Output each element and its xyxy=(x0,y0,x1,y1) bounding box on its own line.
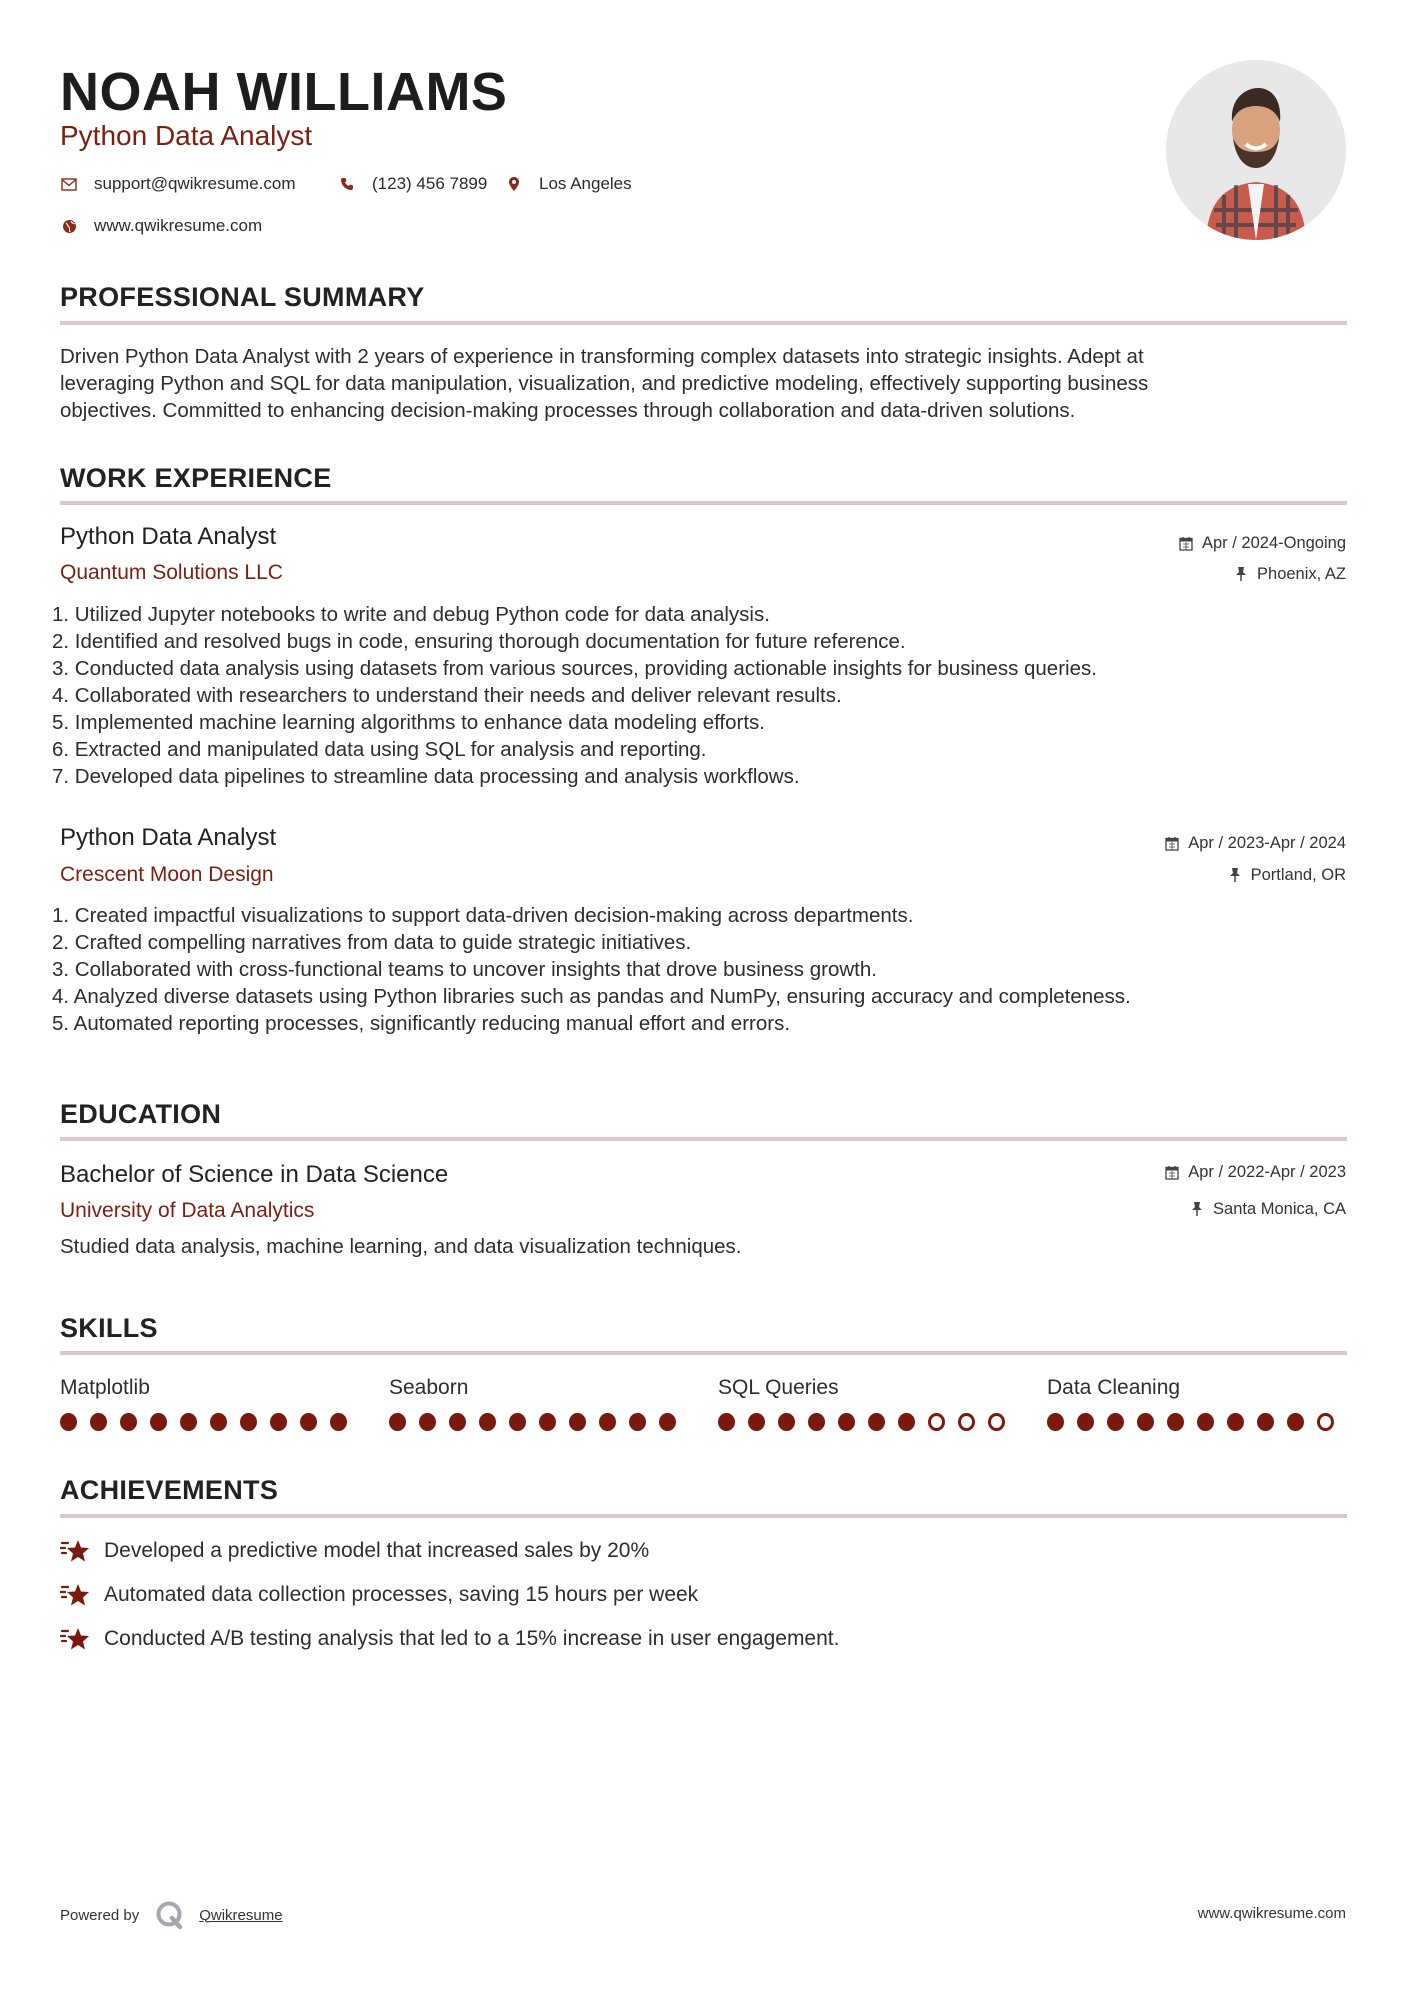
pushpin-icon xyxy=(1227,867,1243,883)
job-bullet: 4. Collaborated with researchers to understand their needs and deliver relevant results. xyxy=(52,684,842,707)
job-title: Python Data Analyst xyxy=(60,824,277,851)
skill-dot-filled xyxy=(718,1413,735,1431)
job-dates-text: Apr / 2023-Apr / 2024 xyxy=(1188,834,1346,852)
skill-dot-empty xyxy=(1317,1413,1334,1431)
summary-text xyxy=(60,343,1350,424)
skill-dot-filled xyxy=(808,1413,825,1431)
skill-dot-filled xyxy=(389,1413,406,1431)
calendar-icon xyxy=(1164,1164,1180,1180)
contact-website[interactable] xyxy=(60,215,262,237)
skill-dot-filled xyxy=(569,1413,586,1431)
section-divider xyxy=(60,1351,1347,1355)
job-bullet: 4. Analyzed diverse datasets using Python libraries such as pandas and NumPy, ensuring accuracy and completeness. xyxy=(52,985,1131,1008)
email-text: support@qwikresume.com xyxy=(94,174,296,193)
education-location-text: Santa Monica, CA xyxy=(1213,1200,1346,1218)
skill-dot-filled xyxy=(150,1413,167,1431)
skill-dot-filled xyxy=(1137,1413,1154,1431)
education-description: Studied data analysis, machine learning, and data visualization techniques. xyxy=(60,1235,742,1258)
phone-icon xyxy=(338,175,356,193)
skill-rating xyxy=(60,1413,360,1431)
skill-dot-filled xyxy=(1227,1413,1244,1431)
job-bullet: 1. Created impactful visualizations to support data-driven decision-making across departments. xyxy=(52,904,914,927)
skill-dot-filled xyxy=(479,1413,496,1431)
achievement-text: Developed a predictive model that increased sales by 20% xyxy=(104,1539,650,1562)
job-location xyxy=(1227,864,1346,886)
skill-dot-filled xyxy=(449,1413,466,1431)
achievement-text: Conducted A/B testing analysis that led to a 15% increase in user engagement. xyxy=(104,1627,840,1650)
skill-dot-filled xyxy=(210,1413,227,1431)
section-divider xyxy=(60,1514,1347,1518)
skill-dot-filled xyxy=(778,1413,795,1431)
job-bullet: 2. Identified and resolved bugs in code, ensuring thorough documentation for future reference. xyxy=(52,630,906,653)
pushpin-icon xyxy=(1233,566,1249,582)
profile-photo xyxy=(1166,60,1346,240)
job-company: Crescent Moon Design xyxy=(60,863,274,886)
contact-phone[interactable] xyxy=(338,173,487,195)
education-location xyxy=(1189,1198,1346,1220)
qwikresume-link[interactable]: Qwikresume xyxy=(199,1906,283,1924)
skill-item xyxy=(389,1375,689,1431)
job-dates-text: Apr / 2024-Ongoing xyxy=(1201,534,1346,552)
skill-dot-filled xyxy=(90,1413,107,1431)
star-icon xyxy=(60,1581,92,1609)
skill-label: SQL Queries xyxy=(718,1376,839,1399)
skill-dot-empty xyxy=(988,1413,1005,1431)
job-bullet: 3. Collaborated with cross-functional teams to uncover insights that drove business growth. xyxy=(52,958,877,981)
job-bullet: 5. Implemented machine learning algorithms to enhance data modeling efforts. xyxy=(52,711,765,734)
school-name: University of Data Analytics xyxy=(60,1199,315,1222)
job-location-text: Portland, OR xyxy=(1250,866,1346,884)
skill-dot-filled xyxy=(838,1413,855,1431)
degree-title: Bachelor of Science in Data Science xyxy=(60,1161,449,1188)
section-title-achievements: ACHIEVEMENTS xyxy=(60,1475,279,1505)
skill-item xyxy=(60,1375,360,1431)
skill-dot-filled xyxy=(509,1413,526,1431)
section-title-experience: WORK EXPERIENCE xyxy=(60,463,332,493)
skill-dot-filled xyxy=(120,1413,137,1431)
job-dates xyxy=(1164,832,1346,854)
star-icon xyxy=(60,1537,92,1565)
job-location xyxy=(1233,563,1346,585)
skill-label: Seaborn xyxy=(389,1376,469,1399)
job-location-text: Phoenix, AZ xyxy=(1257,565,1346,583)
star-icon xyxy=(60,1625,92,1653)
job-bullets xyxy=(52,601,1352,790)
skill-dot-filled xyxy=(629,1413,646,1431)
skill-dot-empty xyxy=(958,1413,975,1431)
section-divider xyxy=(60,321,1347,325)
envelope-icon xyxy=(60,175,78,193)
calendar-icon xyxy=(1164,835,1180,851)
skill-dot-filled xyxy=(419,1413,436,1431)
skill-dot-filled xyxy=(748,1413,765,1431)
candidate-title: Python Data Analyst xyxy=(60,120,313,151)
website-text: www.qwikresume.com xyxy=(94,216,263,235)
skill-dot-filled xyxy=(1287,1413,1304,1431)
pushpin-icon xyxy=(1189,1201,1205,1217)
job-bullet: 5. Automated reporting processes, significantly reducing manual effort and errors. xyxy=(52,1012,791,1035)
skill-label: Data Cleaning xyxy=(1047,1376,1181,1399)
section-title-skills: SKILLS xyxy=(60,1313,158,1343)
skill-label: Matplotlib xyxy=(60,1376,150,1399)
job-bullet: 2. Crafted compelling narratives from data to guide strategic initiatives. xyxy=(52,931,692,954)
section-divider xyxy=(60,1137,1347,1141)
skill-dot-filled xyxy=(1107,1413,1124,1431)
skill-dot-filled xyxy=(659,1413,676,1431)
summary-line: leveraging Python and SQL for data manipulation, visualization, and predictive modeling, effectively supporting business xyxy=(60,372,1149,395)
achievement-text: Automated data collection processes, saving 15 hours per week xyxy=(104,1583,699,1606)
footer-website[interactable]: www.qwikresume.com xyxy=(1197,1905,1346,1922)
summary-line: objectives. Committed to enhancing decision-making processes through collaboration and data-driven solutions. xyxy=(60,399,1076,422)
skill-dot-filled xyxy=(270,1413,287,1431)
skill-dot-filled xyxy=(1077,1413,1094,1431)
skill-dot-filled xyxy=(539,1413,556,1431)
footer-powered-by xyxy=(60,1900,283,1930)
skill-dot-empty xyxy=(928,1413,945,1431)
skill-dot-filled xyxy=(330,1413,347,1431)
skill-rating xyxy=(1047,1413,1347,1431)
job-bullet: 7. Developed data pipelines to streamline data processing and analysis workflows. xyxy=(52,765,800,788)
job-bullet: 1. Utilized Jupyter notebooks to write and debug Python code for data analysis. xyxy=(52,603,770,626)
skill-dot-filled xyxy=(868,1413,885,1431)
skill-dot-filled xyxy=(898,1413,915,1431)
achievement-item xyxy=(60,1625,839,1653)
skill-dot-filled xyxy=(1257,1413,1274,1431)
summary-line: Driven Python Data Analyst with 2 years of experience in transforming complex datasets into strategic insights. Adept at xyxy=(60,345,1144,368)
skill-dot-filled xyxy=(1167,1413,1184,1431)
skill-dot-filled xyxy=(240,1413,257,1431)
contact-email[interactable] xyxy=(60,173,296,195)
skill-dot-filled xyxy=(180,1413,197,1431)
job-title: Python Data Analyst xyxy=(60,523,277,550)
skill-item xyxy=(718,1375,1018,1431)
skill-dot-filled xyxy=(1047,1413,1064,1431)
job-dates xyxy=(1178,532,1346,554)
globe-icon xyxy=(60,217,78,235)
achievement-item xyxy=(60,1581,698,1609)
skill-dot-filled xyxy=(300,1413,317,1431)
phone-text: (123) 456 7899 xyxy=(372,174,488,193)
achievement-item xyxy=(60,1537,649,1565)
map-pin-icon xyxy=(505,175,523,193)
skill-rating xyxy=(718,1413,1018,1431)
location-text: Los Angeles xyxy=(539,174,632,193)
candidate-name: NOAH WILLIAMS xyxy=(60,62,508,122)
education-dates xyxy=(1164,1161,1346,1183)
qwikresume-logo-icon xyxy=(155,1900,185,1930)
section-divider xyxy=(60,501,1347,505)
skill-dot-filled xyxy=(599,1413,616,1431)
education-dates-text: Apr / 2022-Apr / 2023 xyxy=(1188,1163,1346,1181)
job-company: Quantum Solutions LLC xyxy=(60,561,283,584)
section-title-summary: PROFESSIONAL SUMMARY xyxy=(60,282,425,312)
job-bullets xyxy=(52,902,1352,1037)
calendar-icon xyxy=(1178,535,1194,551)
job-bullet: 6. Extracted and manipulated data using SQL for analysis and reporting. xyxy=(52,738,707,761)
skill-dot-filled xyxy=(1197,1413,1214,1431)
contact-location xyxy=(505,173,632,195)
job-bullet: 3. Conducted data analysis using datasets from various sources, providing actionable insights for business queries. xyxy=(52,657,1097,680)
section-title-education: EDUCATION xyxy=(60,1099,222,1129)
powered-by-label: Powered by xyxy=(60,1906,140,1924)
skill-item xyxy=(1047,1375,1347,1431)
skill-rating xyxy=(389,1413,689,1431)
skill-dot-filled xyxy=(60,1413,77,1431)
